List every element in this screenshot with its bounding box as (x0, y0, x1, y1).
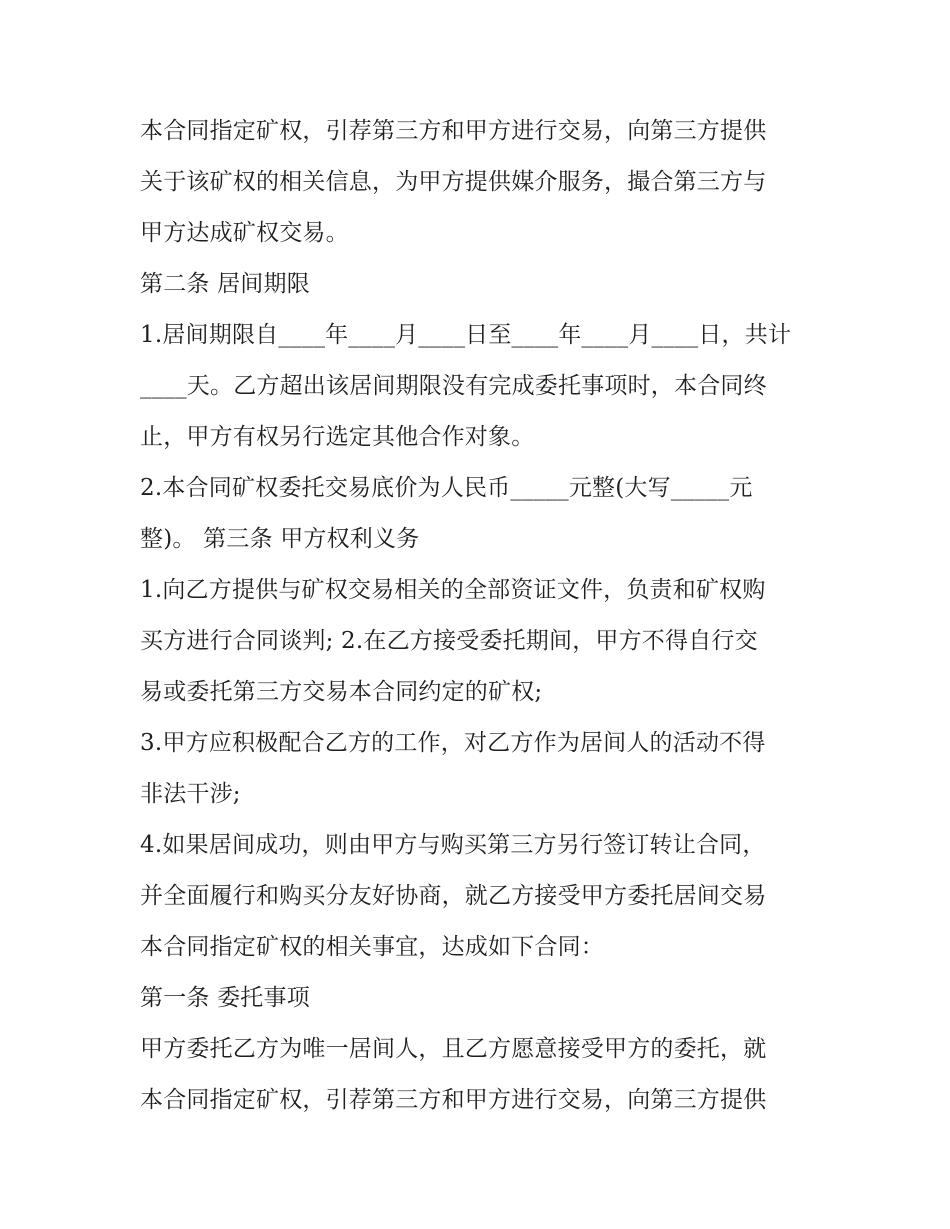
text-line: 非法干涉; (140, 781, 241, 807)
text-line: 止，甲方有权另行选定其他合作对象。 (140, 424, 535, 450)
text-line: 本合同指定矿权，引荐第三方和甲方进行交易，向第三方提供 (140, 1087, 767, 1113)
text-line: 买方进行合同谈判; 2.在乙方接受委托期间，甲方不得自行交 (140, 628, 758, 654)
text-line: 3.甲方应积极配合乙方的工作，对乙方作为居间人的活动不得 (140, 730, 766, 756)
text-line: 甲方达成矿权交易。 (140, 220, 349, 246)
text-line: 本合同指定矿权的相关事宜，达成如下合同： (140, 934, 604, 960)
text-line: 1.居间期限自____年____月____日至____年____月____日，共计 (140, 322, 792, 348)
section-heading: 第二条 居间期限 (140, 271, 310, 297)
text-line: 4.如果居间成功，则由甲方与购买第三方另行签订转让合同， (140, 832, 766, 858)
text-line: 易或委托第三方交易本合同约定的矿权; (140, 679, 543, 705)
text-line: 整)。 第三条 甲方权利义务 (140, 526, 420, 552)
text-line: 并全面履行和购买分友好协商，就乙方接受甲方委托居间交易 (140, 883, 767, 909)
section-heading: 第一条 委托事项 (140, 985, 310, 1011)
text-line: ____天。乙方超出该居间期限没有完成委托事项时，本合同终 (140, 373, 767, 399)
document-body (140, 106, 820, 1126)
text-line: 本合同指定矿权，引荐第三方和甲方进行交易，向第三方提供 (140, 118, 767, 144)
text-line: 甲方委托乙方为唯一居间人，且乙方愿意接受甲方的委托，就 (140, 1036, 767, 1062)
text-line: 2.本合同矿权委托交易底价为人民币_____元整(大写_____元 (140, 475, 753, 501)
text-line: 1.向乙方提供与矿权交易相关的全部资证文件，负责和矿权购 (140, 577, 766, 603)
text-line: 关于该矿权的相关信息，为甲方提供媒介服务，撮合第三方与 (140, 169, 767, 195)
